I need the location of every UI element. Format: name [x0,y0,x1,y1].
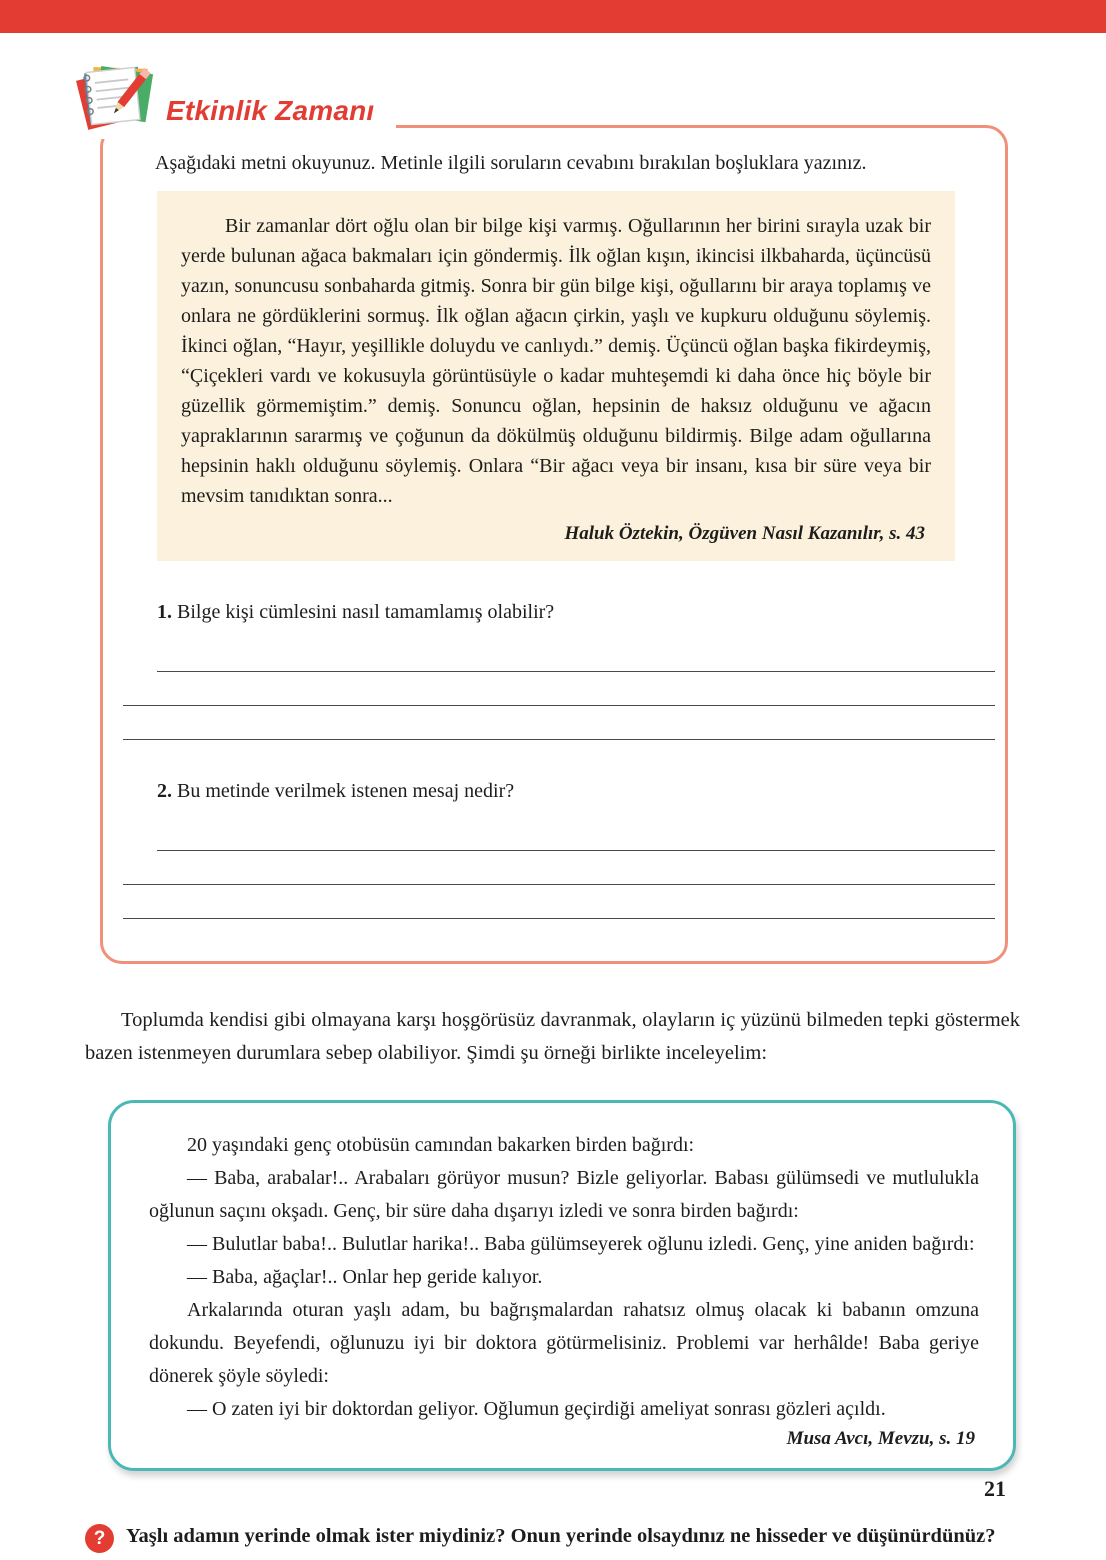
question-mark-icon: ? [85,1524,114,1553]
answer-lines-1 [155,638,995,740]
activity-section [100,95,1008,964]
top-red-bar [0,0,1106,33]
reading-passage [157,191,955,561]
story-source: Musa Avcı, Mevzu, s. 19 [786,1428,975,1449]
page-content [0,95,1106,1553]
story-paragraph: Arkalarında oturan yaşlı adam, bu bağrışmalardan rahatsız olmuş olacak ki babanın omzuna dokundu. Beyefendi, oğlunuzu iyi bir doktora götürmelisiniz. Problemi var herhâlde! Baba geriye dönerek şöyle söyledi: [149,1299,979,1387]
question-1-number: 1. [157,601,172,623]
story-paragraph: — Baba, ağaçlar!.. Onlar hep geride kalıyor. [187,1266,543,1288]
answer-line [123,885,995,919]
answer-line [123,851,995,885]
activity-header [72,57,396,139]
story-box [108,1100,1016,1471]
page-number: 21 [984,1476,1006,1501]
activity-instruction: Aşağıdaki metni okuyunuz. Metinle ilgili soruların cevabını bırakılan boşluklara yazınız. [155,152,867,174]
passage-text: Bir zamanlar dört oğlu olan bir bilge kişi varmış. Oğullarının her birini sırayla uzak bir yerde bulunan ağaca bakmaları için göndermiş. İlk oğlan kışın, ikincisi ilkbaharda, üçüncüsü yazın, sonuncusu sonbaharda gitmiş. Sonra bir gün bilge kişi, oğullarını bir araya toplamış ve onlara ne gördüklerini sormuş. İlk oğlan ağacın çirkin, yaşlı ve kupkuru olduğunu söylemiş. İkinci oğlan, “Hayır, yeşillikle doluydu ve canlıydı.” demiş. Üçüncü oğlan başka fikirdeymiş, “Çiçekleri vardı ve kokusuyla görüntüsüyle o kadar muhteşemdi ki daha önce hiç böyle bir güzellik görmemiştim.” demiş. Sonuncu oğlan, hepsinin de haksız olduğunu ve ağacın yapraklarının sararmış ve çoğunun da dökülmüş olduğunu bildirmiş. Bilge adam oğullarına hepsinin haklı olduğunu söylemiş. Onlara “Bir ağacı veya bir insanı, kısa bir süre veya bir mevsim tanıdıktan sonra... [181,215,931,507]
answer-line [157,817,995,851]
answer-line [157,638,995,672]
question-1 [157,601,955,624]
notebook-pencil-icon [72,58,158,139]
passage-source: Haluk Öztekin, Özgüven Nasıl Kazanılır, s. 43 [564,523,925,544]
answer-line [123,706,995,740]
section-title: Etkinlik Zamanı [166,95,375,126]
question-2-text: Bu metinde verilmek istenen mesaj nedir? [177,780,515,802]
intro-paragraph: Toplumda kendisi gibi olmayana karşı hoşgörüsüz davranmak, olayların iç yüzünü bilmeden tepki göstermek bazen istenmeyen durumlara sebep olabiliyor. Şimdi şu örneği birlikte inceleyelim: [85,1009,1020,1064]
story-paragraph: 20 yaşındaki genç otobüsün camından bakarken birden bağırdı: [187,1134,695,1156]
story-paragraph: — Bulutlar baba!.. Bulutlar harika!.. Baba gülümseyerek oğlunu izledi. Genç, yine aniden bağırdı: [187,1233,975,1255]
question-1-text: Bilge kişi cümlesini nasıl tamamlamış olabilir? [177,601,555,623]
question-2-number: 2. [157,780,172,802]
answer-lines-2 [155,817,995,919]
prompt-row [85,1523,1020,1553]
story-paragraph: — O zaten iyi bir doktordan geliyor. Oğlumun geçirdiği ameliyat sonrası gözleri açıldı. [187,1398,886,1420]
question-2 [157,780,955,803]
story-paragraph: — Baba, arabalar!.. Arabaları görüyor musun? Bizle geliyorlar. Babası gülümsedi ve mutlulukla oğlunun saçını okşadı. Genç, bir süre daha dışarıyı izledi ve sonra birden bağırdı: [149,1167,979,1222]
discussion-question: Yaşlı adamın yerinde olmak ister miydiniz? Onun yerinde olsaydınız ne hisseder ve düşünürdünüz? [126,1525,996,1547]
answer-line [123,672,995,706]
activity-box [100,125,1008,964]
